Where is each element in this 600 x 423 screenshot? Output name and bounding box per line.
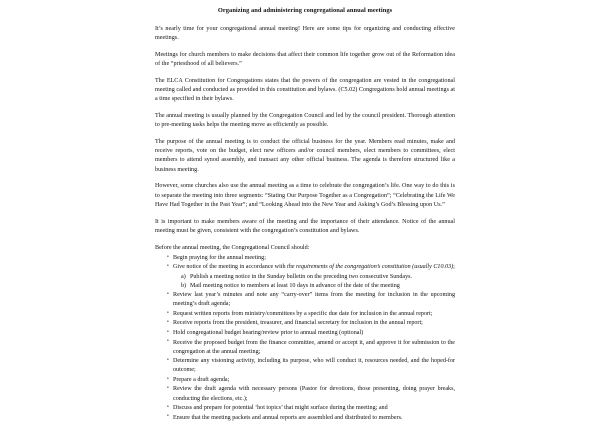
body-paragraph-6: However, some churches also use the annual meeting as a time to celebrate the congregation’s life. One way to do this is to separate the meeting into three segments: “Stating Our Purpose Together as a Congregation”; “Celebrating the Life We Have Had Together in the Past Year”; and “Looking Ahead into the New Year and Asking’s God’s Blessing upon Us.” xyxy=(155,183,455,208)
list-item-text: Review last year’s minutes and note any “carry-over” items from the meeting for inclusion in the upcoming meeting’s draft agenda; xyxy=(173,292,455,308)
sublist-item-marker: a) xyxy=(181,273,186,280)
list-item-text-before: Give notice of the meeting in accordance with xyxy=(173,264,288,271)
list-item-text: Receive the proposed budget from the finance committee, amend or accept it, and approve it for submission to the congregation at the annual meeting; xyxy=(173,339,455,355)
body-paragraph-5: The purpose of the annual meeting is to conduct the official business for the year. Members read minutes, make and receive reports, vote on the budget, elect new officers and/or council members, elect members to committees, elect members to attend synod assembly, and transact any other official business. The agenda is therefore structured like a business meeting. xyxy=(155,138,455,173)
sublist-item-text: Publish a meeting notice in the Sunday bulletin on the preceding two consecutive Sundays. xyxy=(190,273,413,280)
list-item-text: Ensure that the meeting packets and annual reports are assembled and distributed to members. xyxy=(173,414,403,421)
body-paragraph-7: It is important to make members aware of the meeting and the importance of their attendance. Notice of the annual meeting must be given, consistent with the congregation’s constitution and bylaws. xyxy=(155,218,455,234)
list-item-text: Request written reports from ministry/committees by a specific due date for inclusion in the annual report; xyxy=(173,310,433,317)
body-paragraph-3: The ELCA Constitution for Congregations states that the powers of the congregation are vested in the congregational meeting called and conducted as provided in this constitution and bylaws. (C5.02) Congregations hold annual meetings at a time specified in their bylaws. xyxy=(155,77,455,103)
list-item-text: Prepare a draft agenda; xyxy=(173,376,230,383)
list-item xyxy=(167,254,455,263)
list-item xyxy=(167,310,455,319)
council-task-list xyxy=(155,254,455,423)
list-lead-in: Before the annual meeting, the Congregational Council should: xyxy=(155,244,310,251)
sublist-item-text: Mail meeting notice to members at least 10 days in advance of the date of the meeting xyxy=(190,282,400,289)
sublist-item xyxy=(181,273,455,282)
list-item-text: Hold congregational budget hearing/review prior to annual meeting (optional) xyxy=(173,329,364,336)
list-item xyxy=(167,357,455,375)
body-paragraph-1: It’s nearly time for your congregational annual meeting! Here are some tips for organizing and conducting effective meetings. xyxy=(155,25,455,41)
list-item-text-italic: the requirements of the congregation’s constitution (usually C10.03) xyxy=(287,264,454,271)
list-item-text: Receive reports from the president, treasurer, and financial secretary for inclusion in the annual report; xyxy=(173,320,423,327)
list-item-text: Determine any visioning activity, including its purpose, who will conduct it, resources needed, and the hoped-for outcome; xyxy=(173,358,455,374)
list-item xyxy=(167,319,455,328)
list-item xyxy=(167,385,455,403)
list-item-text: Begin praying for the annual meeting; xyxy=(173,254,266,261)
list-item-text-after: ; xyxy=(453,264,455,271)
list-item xyxy=(167,329,455,338)
body-paragraph-2: Meetings for church members to make decisions that affect their common life together grow out of the Reformation idea of the “priesthood of all believers.” xyxy=(155,51,455,67)
body-paragraph-4: The annual meeting is usually planned by the Congregation Council and led by the council president. Thorough attention to pre-meeting tasks helps the meeting move as efficiently as possible. xyxy=(155,112,455,129)
list-item xyxy=(167,339,455,357)
sublist-item-marker: b) xyxy=(181,282,187,289)
list-item xyxy=(167,263,455,290)
notice-sublist xyxy=(173,273,455,291)
list-item xyxy=(167,291,455,309)
sublist-item xyxy=(181,282,455,291)
list-item xyxy=(167,376,455,385)
list-item xyxy=(167,404,455,413)
page-title: Organizing and administering congregational annual meetings xyxy=(217,7,393,14)
list-item xyxy=(167,414,455,423)
list-item-text: Discuss and prepare for potential ‘hot topics’ that might surface during the meeting; and xyxy=(173,405,388,412)
list-item-text: Review the draft agenda with necessary persons (Pastor for devotions, those presenting, doing prayer breaks, conducting the elections, etc.); xyxy=(173,386,455,402)
